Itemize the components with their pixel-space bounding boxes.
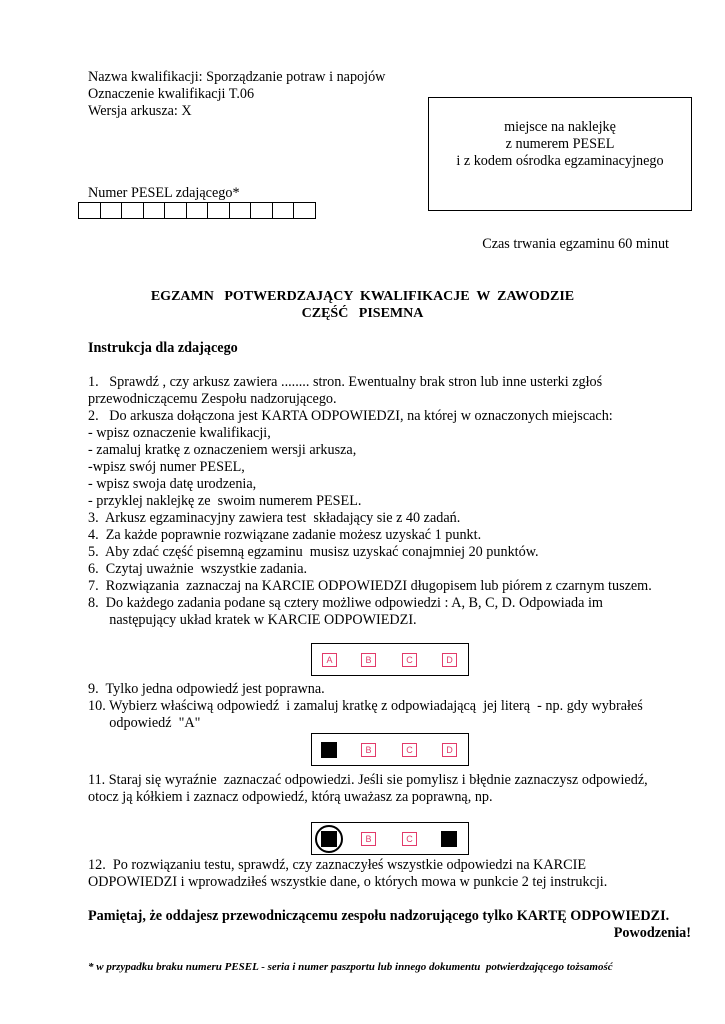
pesel-cell[interactable] xyxy=(143,202,166,219)
option-b-box: B xyxy=(361,653,376,667)
item-10-line-1: 10. Wybierz właściwą odpowiedź i zamaluj kratkę z odpowiadającą jej literą - np. gdy wybrałeś xyxy=(88,698,643,714)
pesel-label: Numer PESEL zdającego* xyxy=(88,185,240,201)
item-12-line-1: 12. Po rozwiązaniu testu, sprawdź, czy zaznaczyłeś wszystkie odpowiedzi na KARCIE xyxy=(88,857,586,873)
answer-grid-correction-example xyxy=(311,822,469,855)
sticker-placeholder-box xyxy=(428,97,692,211)
instruction-line: - przyklej naklejkę ze swoim numerem PESEL. xyxy=(88,493,362,509)
pesel-cell[interactable] xyxy=(100,202,123,219)
instruction-line: 6. Czytaj uważnie wszystkie zadania. xyxy=(88,561,308,577)
answer-grid-example xyxy=(311,643,469,676)
option-a-filled-box xyxy=(321,831,337,847)
instruction-line: - wpisz oznaczenie kwalifikacji, xyxy=(88,425,271,441)
pesel-cell[interactable] xyxy=(229,202,252,219)
instruction-line: 8. Do każdego zadania podane są cztery możliwe odpowiedzi : A, B, C, D. Odpowiada im xyxy=(88,595,603,611)
pesel-cell[interactable] xyxy=(78,202,101,219)
option-c-box: C xyxy=(402,832,417,846)
pesel-cell[interactable] xyxy=(186,202,209,219)
pesel-cell[interactable] xyxy=(250,202,273,219)
sticker-line-2: z numerem PESEL xyxy=(505,136,615,152)
instruction-line: -wpisz swój numer PESEL, xyxy=(88,459,245,475)
exam-duration: Czas trwania egzaminu 60 minut xyxy=(482,236,669,252)
sticker-line-3: i z kodem ośrodka egzaminacyjnego xyxy=(456,153,664,169)
option-d-box: D xyxy=(442,653,457,667)
instruction-line: 2. Do arkusza dołączona jest KARTA ODPOWIEDZI, na której w oznaczonych miejscach: xyxy=(88,408,613,424)
pesel-cell[interactable] xyxy=(164,202,187,219)
pesel-cell[interactable] xyxy=(121,202,144,219)
instruction-line: 7. Rozwiązania zaznaczaj na KARCIE ODPOWIEDZI długopisem lub piórem z czarnym tuszem. xyxy=(88,578,652,594)
instruction-line: - zamaluj kratkę z oznaczeniem wersji arkusza, xyxy=(88,442,357,458)
reminder: Pamiętaj, że oddajesz przewodniczącemu zespołu nadzorującego tylko KARTĘ ODPOWIEDZI. xyxy=(88,908,670,924)
option-a-filled-box xyxy=(321,742,337,758)
option-c-box: C xyxy=(402,743,417,757)
option-b-box: B xyxy=(361,743,376,757)
item-12-line-2: ODPOWIEDZI i wprowadziłeś wszystkie dane, o których mowa w punkcie 2 tej instrukcji. xyxy=(88,874,608,890)
instruction-line: - wpisz swoja datę urodzenia, xyxy=(88,476,257,492)
qualification-code: Oznaczenie kwalifikacji T.06 xyxy=(88,86,255,102)
footnote: * w przypadku braku numeru PESEL - seria i numer paszportu lub innego dokumentu potwierdzającego tożsamość xyxy=(88,961,613,973)
option-b-box: B xyxy=(361,832,376,846)
option-c-box: C xyxy=(402,653,417,667)
sticker-line-1: miejsce na naklejkę xyxy=(504,119,616,135)
instruction-line: 3. Arkusz egzaminacyjny zawiera test składający sie z 40 zadań. xyxy=(88,510,461,526)
answer-grid-filled-example xyxy=(311,733,469,766)
option-d-box: D xyxy=(442,743,457,757)
option-a-box: A xyxy=(322,653,337,667)
instruction-line: przewodniczącemu Zespołu nadzorującego. xyxy=(88,391,337,407)
item-9: 9. Tylko jedna odpowiedź jest poprawna. xyxy=(88,681,325,697)
sheet-version: Wersja arkusza: X xyxy=(88,103,192,119)
instructions-heading: Instrukcja dla zdającego xyxy=(88,340,238,356)
qualification-name: Nazwa kwalifikacji: Sporządzanie potraw i napojów xyxy=(88,69,386,85)
pesel-grid[interactable] xyxy=(78,202,316,219)
item-10-line-2: odpowiedź "A" xyxy=(88,715,201,731)
exam-title-line-2: CZĘŚĆ PISEMNA xyxy=(301,306,424,321)
instruction-line: 1. Sprawdź , czy arkusz zawiera ........ stron. Ewentualny brak stron lub inne usterki zgłoś xyxy=(88,374,603,390)
item-11-line-1: 11. Staraj się wyraźnie zaznaczać odpowiedzi. Jeśli sie pomylisz i błędnie zaznaczysz odpowiedź, xyxy=(88,772,648,788)
item-11-line-2: otocz ją kółkiem i zaznacz odpowiedź, którą uważasz za poprawną, np. xyxy=(88,789,493,805)
exam-title-line-1: EGZAMN POTWERDZAJĄCY KWALIFIKACJE W ZAWODZIE xyxy=(150,289,575,304)
instruction-line: 5. Aby zdać część pisemną egzaminu musisz uzyskać conajmniej 20 punktów. xyxy=(88,544,539,560)
pesel-cell[interactable] xyxy=(272,202,295,219)
pesel-cell[interactable] xyxy=(207,202,230,219)
instruction-line: następujący układ kratek w KARCIE ODPOWIEDZI. xyxy=(88,612,417,628)
option-d-filled-box xyxy=(441,831,457,847)
instruction-line: 4. Za każde poprawnie rozwiązane zadanie możesz uzyskać 1 punkt. xyxy=(88,527,482,543)
good-luck: Powodzenia! xyxy=(613,925,691,941)
pesel-cell[interactable] xyxy=(293,202,316,219)
